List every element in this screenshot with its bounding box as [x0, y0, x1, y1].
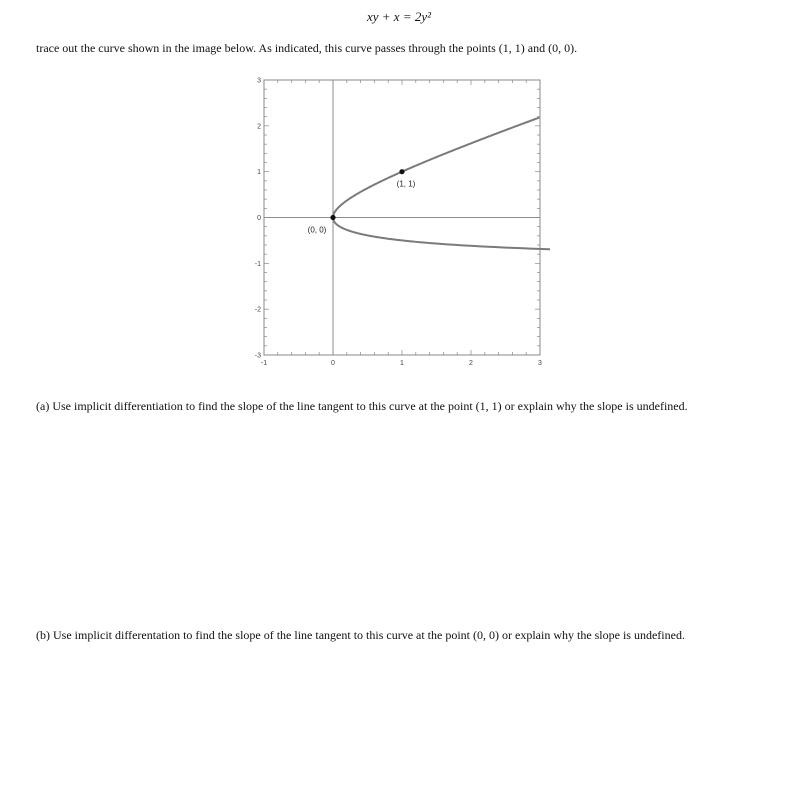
y-tick-label: 2 [257, 123, 261, 131]
point-marker [399, 169, 404, 174]
question-b: (b) Use implicit differentation to find the slope of the line tangent to this curve at the point (0, 0) or explain why the slope is undefined. [36, 628, 685, 642]
y-tick-label: -3 [254, 352, 261, 360]
y-tick-label: 0 [257, 215, 261, 222]
curve-plot [250, 74, 550, 374]
x-tick-label: 1 [400, 360, 404, 367]
x-tick-label: 2 [469, 360, 473, 367]
point-label: (1, 1) [396, 179, 416, 189]
x-tick-label: 0 [331, 360, 335, 367]
y-tick-label: -1 [254, 260, 261, 268]
intro-paragraph: trace out the curve shown in the image below. As indicated, this curve passes through the points (1, 1) and (0, 0). [36, 41, 578, 55]
y-tick-label: -2 [254, 306, 261, 314]
x-tick-label: -1 [260, 360, 268, 367]
question-a: (a) Use implicit differentiation to find the slope of the line tangent to this curve at the point (1, 1) or explain why the slope is undefined. [36, 399, 688, 413]
x-tick-label: 3 [538, 360, 542, 367]
point-marker [330, 215, 335, 220]
y-tick-label: 1 [257, 169, 261, 177]
curve-lower-branch [333, 218, 550, 252]
curve-upper-branch [333, 118, 539, 218]
curve-equation: xy + x = 2y² [366, 9, 432, 24]
point-label: (0, 0) [307, 225, 327, 235]
y-tick-label: 3 [257, 77, 261, 85]
